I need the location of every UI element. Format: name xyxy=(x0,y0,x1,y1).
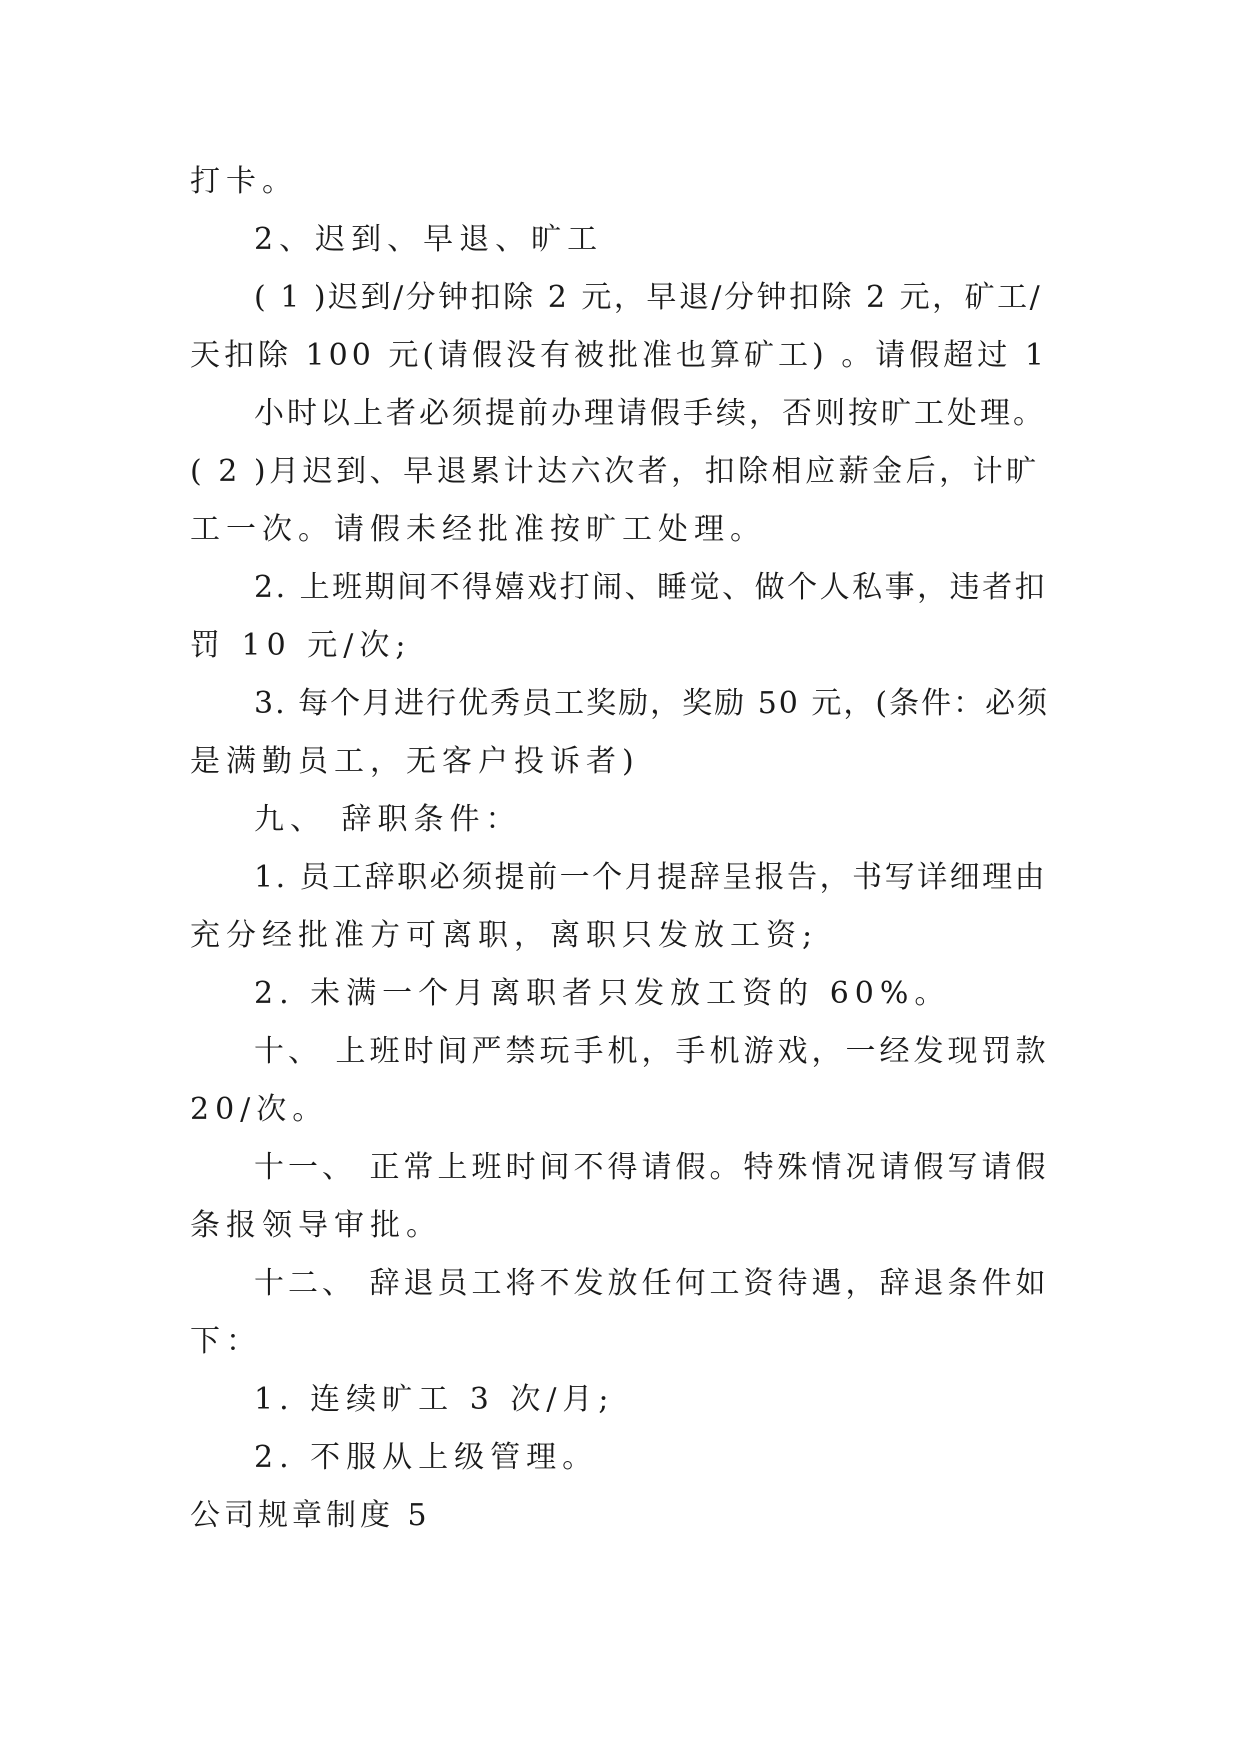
text-line-15: 2. 未满一个月离职者只发放工资的 60%。 xyxy=(254,976,951,1011)
text-line-18: 十一、 正常上班时间不得请假。特殊情况请假写请假 xyxy=(254,1150,1050,1185)
text-line-22: 1. 连续旷工 3 次/月; xyxy=(254,1382,615,1417)
text-line-9: 罚 10 元/次; xyxy=(190,628,412,663)
text-line-17: 20/次。 xyxy=(190,1092,329,1127)
text-line-20: 十二、 辞退员工将不发放任何工资待遇，辞退条件如 xyxy=(254,1266,1050,1301)
text-line-3: ( 1 )迟到/分钟扣除 2 元，早退/分钟扣除 2 元，矿工/ xyxy=(254,280,1043,315)
text-line-8: 2. 上班期间不得嬉戏打闹、睡觉、做个人私事，违者扣 xyxy=(254,570,1048,605)
text-line-5: 小时以上者必须提前办理请假手续，否则按旷工处理。 xyxy=(254,396,1046,431)
text-line-2: 2、迟到、早退、旷工 xyxy=(254,222,604,257)
text-line-16: 十、 上班时间严禁玩手机，手机游戏，一经发现罚款 xyxy=(254,1034,1050,1069)
section-title: 公司规章制度 5 xyxy=(190,1498,431,1533)
text-line-11: 是满勤员工，无客户投诉者) xyxy=(190,744,640,779)
text-line-19: 条报领导审批。 xyxy=(190,1208,442,1243)
text-line-12: 九、 辞职条件： xyxy=(254,802,522,837)
text-line-1: 打卡。 xyxy=(190,164,298,199)
text-line-6: ( 2 )月迟到、早退累计达六次者，扣除相应薪金后，计旷 xyxy=(190,454,1040,489)
text-line-10: 3. 每个月进行优秀员工奖励，奖励 50 元，(条件：必须 xyxy=(254,686,1050,721)
text-line-13: 1. 员工辞职必须提前一个月提辞呈报告，书写详细理由 xyxy=(254,860,1048,895)
text-line-7: 工一次。请假未经批准按旷工处理。 xyxy=(190,512,766,547)
text-line-23: 2. 不服从上级管理。 xyxy=(254,1440,599,1475)
text-line-14: 充分经批准方可离职，离职只发放工资; xyxy=(190,918,819,953)
text-line-21: 下： xyxy=(190,1324,262,1359)
text-line-4: 天扣除 100 元(请假没有被批准也算矿工) 。请假超过 1 xyxy=(190,338,1048,373)
